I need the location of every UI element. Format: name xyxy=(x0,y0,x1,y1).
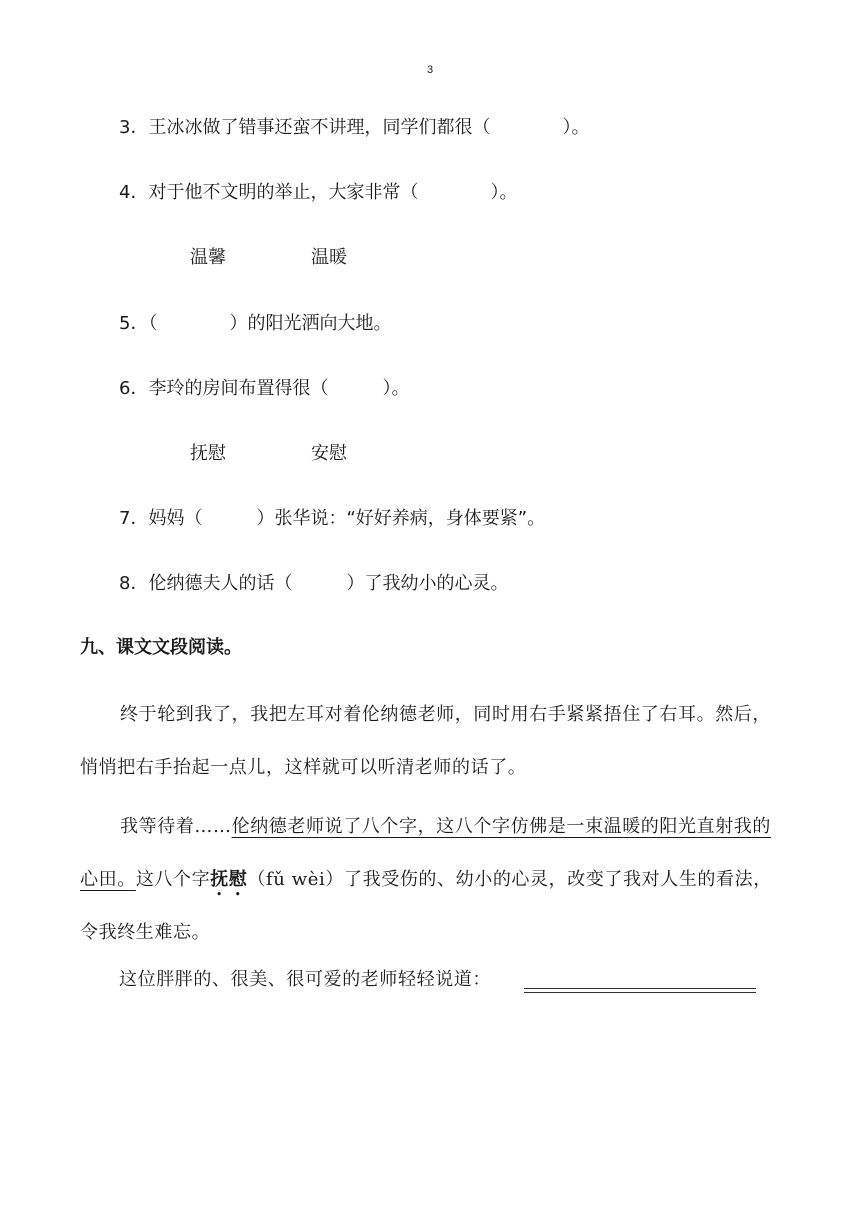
answer-blank[interactable] xyxy=(292,573,346,594)
item-number: 4． xyxy=(119,182,149,203)
item-text-after: ）。 xyxy=(382,378,410,399)
word-choice: 抚慰 xyxy=(190,443,226,464)
answer-blank[interactable] xyxy=(490,117,562,138)
answer-blank[interactable] xyxy=(328,378,382,399)
word-choice: 温暖 xyxy=(311,247,347,268)
question-item-6 xyxy=(119,377,409,401)
question-item-4 xyxy=(119,181,517,205)
item-text-before: 伦纳德夫人的话（ xyxy=(148,573,293,594)
item-number: 3． xyxy=(119,117,149,138)
page-number: 3 xyxy=(426,64,434,76)
passage-text: 这八个字 xyxy=(135,869,211,890)
passage-text: 了我受伤的、幼小的心灵，改变了我对人生的看法，令我终生难忘。 xyxy=(80,869,772,943)
passage-prompt: 这位胖胖的、很美、很可爱的老师轻轻说道： xyxy=(119,969,491,990)
item-text-after: ）。 xyxy=(490,182,518,203)
question-item-7 xyxy=(119,507,545,531)
question-item-8 xyxy=(119,572,508,596)
item-text-after: ）的阳光洒向大地。 xyxy=(229,313,392,334)
word-choice: 温馨 xyxy=(190,247,226,268)
word-choice: 安慰 xyxy=(311,443,347,464)
item-text-before: 王冰冰做了错事还蛮不讲理，同学们都很（ xyxy=(148,117,491,138)
section-heading: 九、课文文段阅读。 xyxy=(80,637,242,658)
emphasized-word: 抚慰 xyxy=(210,869,248,890)
answer-blank[interactable] xyxy=(202,508,256,529)
underlined-sentence: 伦纳德老师说了八个字，这八个字仿佛是一束温暖的阳光直射我的心田。 xyxy=(80,816,772,890)
item-text-before: 对于他不文明的举止，大家非常（ xyxy=(148,182,419,203)
question-item-5 xyxy=(119,312,391,336)
item-number: 8． xyxy=(119,573,149,594)
item-text-before: 李玲的房间布置得很（ xyxy=(148,378,329,399)
item-number: 6． xyxy=(119,378,149,399)
pinyin-annotation: （fǔ wèi） xyxy=(247,869,345,890)
item-number: 5． xyxy=(119,313,149,334)
answer-line[interactable] xyxy=(524,988,756,993)
item-number: 7． xyxy=(119,508,149,529)
passage-text: 我等待着…… xyxy=(120,816,232,837)
question-item-3 xyxy=(119,116,589,140)
item-text-before: （ xyxy=(148,313,158,334)
answer-blank[interactable] xyxy=(157,313,229,334)
item-text-after: ）。 xyxy=(562,117,590,138)
passage-paragraph-1: 终于轮到我了，我把左耳对着伦纳德老师，同时用右手紧紧捂住了右耳。然后，悄悄把右手抬起一点儿，这样就可以听清老师的话了。 xyxy=(80,704,771,778)
passage-paragraph-2 xyxy=(80,800,786,959)
item-text-before: 妈妈（ xyxy=(148,508,203,529)
answer-blank[interactable] xyxy=(418,182,490,203)
item-text-after: ）张华说：“好好养病，身体要紧”。 xyxy=(256,508,546,529)
item-text-after: ）了我幼小的心灵。 xyxy=(346,573,509,594)
